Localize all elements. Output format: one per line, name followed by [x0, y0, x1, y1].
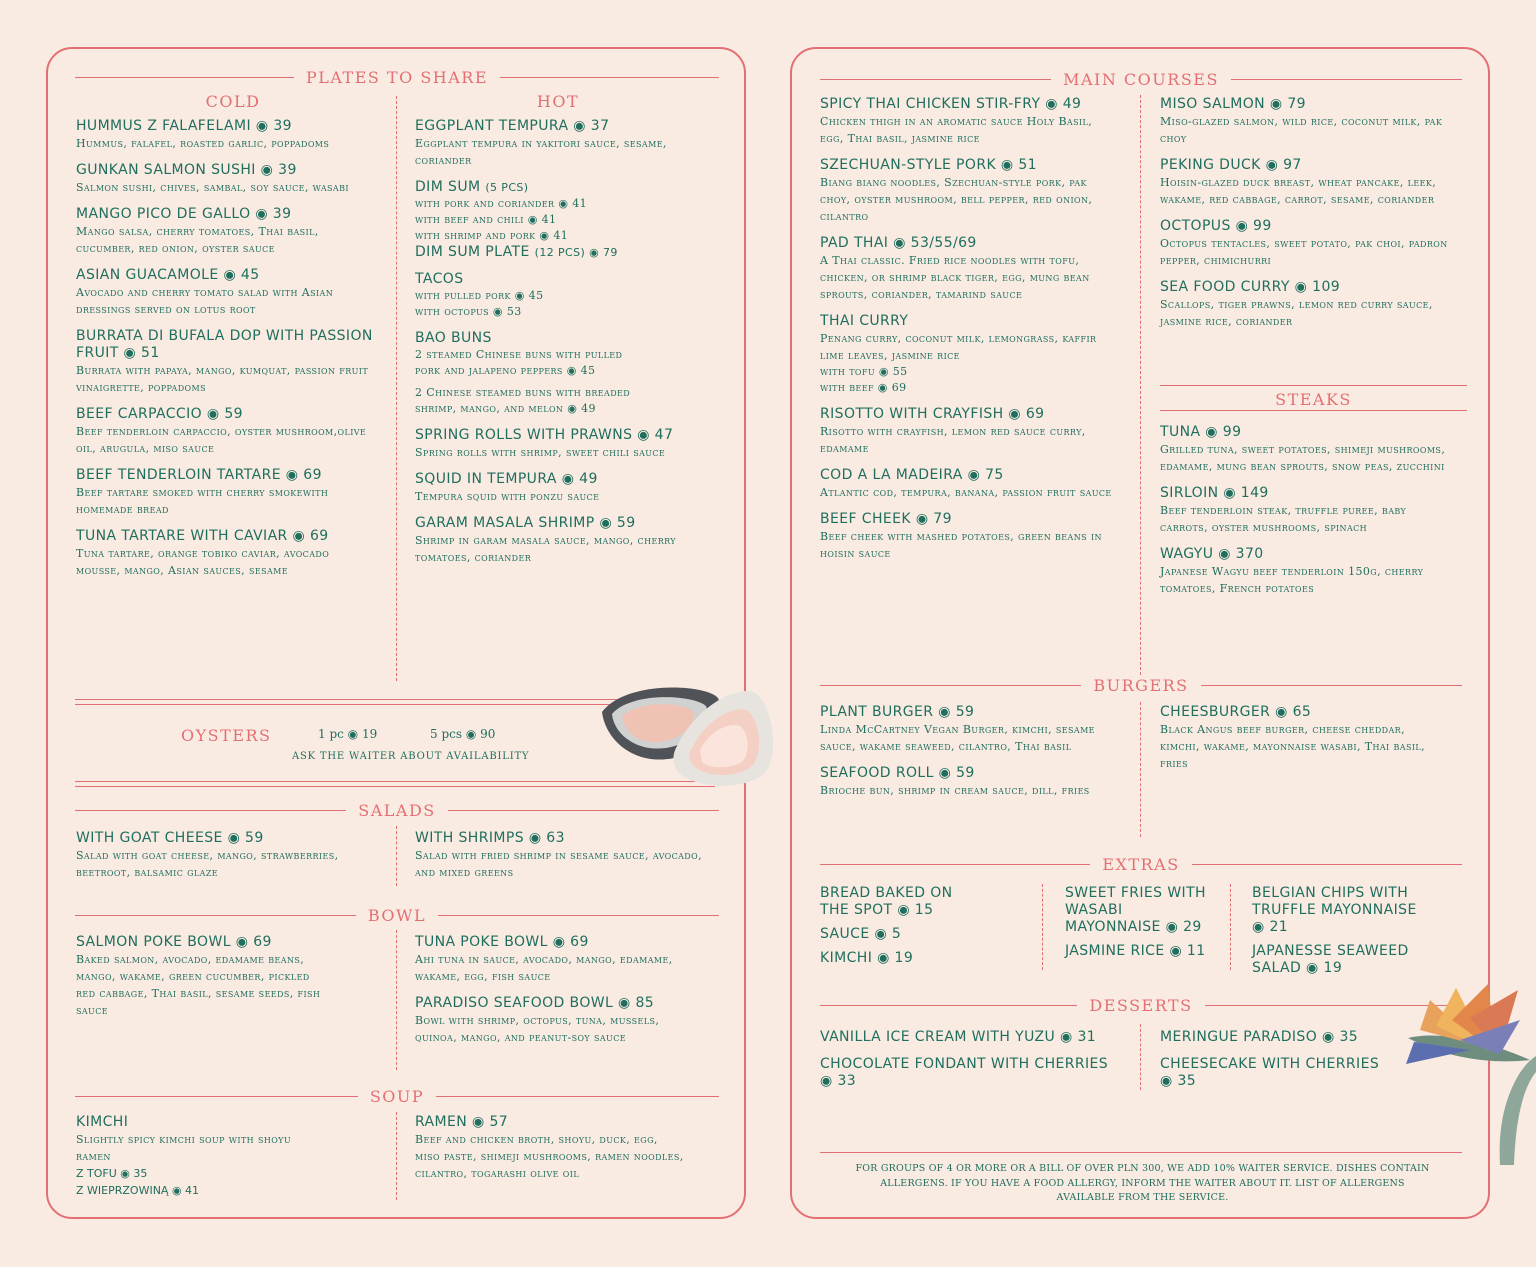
menu-item-dim-sum — [415, 179, 705, 261]
extras-col-3 — [1252, 885, 1422, 984]
item-name: SPICY THAI CHICKEN STIR-FRY ◉ 49 — [820, 96, 1082, 112]
item-name: ASIAN GUACAMOLE ◉ 45 — [76, 267, 260, 283]
item-option: with pork and coriander ◉ 41 — [415, 197, 588, 210]
item-name: SEA FOOD CURRY ◉ 109 — [1160, 279, 1341, 295]
menu-item — [415, 515, 705, 566]
item-name: SALMON POKE BOWL ◉ 69 — [76, 934, 272, 950]
item-pcs: (12 PCS) ◉ 79 — [534, 246, 618, 259]
main-right-list — [1160, 96, 1455, 340]
item-desc: Japanese Wagyu beef tenderloin 150g, cherry tomatoes, French potatoes — [1160, 565, 1424, 595]
column-divider — [1140, 702, 1141, 837]
item-name: SQUID IN TEMPURA ◉ 49 — [415, 471, 598, 487]
item-name: TUNA TARTARE WITH CAVIAR ◉ 69 — [76, 528, 329, 544]
column-divider — [1140, 95, 1141, 675]
item-name: MANGO PICO DE GALLO ◉ 39 — [76, 206, 292, 222]
item-desc: Salad with fried shrimp in sesame sauce, avocado, and mixed greens — [415, 849, 702, 879]
item-desc: Scallops, tiger prawns, lemon red curry sauce, jasmine rice, coriander — [1160, 298, 1433, 328]
item-desc: Ahi tuna in sauce, avocado, mango, edamame, wakame, egg, fish sauce — [415, 953, 673, 983]
menu-item: VANILLA ICE CREAM WITH YUZU ◉ 31 — [820, 1029, 1097, 1045]
item-option: Z TOFU ◉ 35 — [76, 1167, 148, 1180]
item-option: with beef and chili ◉ 41 — [415, 213, 557, 226]
cold-heading: COLD — [205, 92, 261, 111]
item-name: RAMEN ◉ 57 — [415, 1114, 509, 1130]
item-option: with pulled pork ◉ 45 — [415, 289, 544, 302]
column-divider — [396, 1112, 397, 1200]
item-name: PEKING DUCK ◉ 97 — [1160, 157, 1302, 173]
desserts-right-list — [1160, 1029, 1380, 1100]
item-name: SZECHUAN-STYLE PORK ◉ 51 — [820, 157, 1037, 173]
item-option: 2 steamed Chinese buns with pulled pork and jalapeno peppers ◉ 45 — [415, 348, 623, 377]
menu-item — [415, 427, 705, 461]
menu-item: BELGIAN CHIPS WITH TRUFFLE MAYONNAISE ◉ 21 — [1252, 885, 1417, 935]
item-name: WITH GOAT CHEESE ◉ 59 — [76, 830, 264, 846]
item-desc: Linda McCartney Vegan Burger, kimchi, sesame sauce, wakame seaweed, cilantro, Thai basil — [820, 723, 1095, 753]
item-name: WITH SHRIMPS ◉ 63 — [415, 830, 565, 846]
menu-item — [1160, 157, 1455, 208]
item-name: BEEF TENDERLOIN TARTARE ◉ 69 — [76, 467, 322, 483]
menu-item — [820, 704, 1100, 755]
menu-item — [415, 471, 705, 505]
menu-item — [415, 118, 705, 169]
column-divider — [1042, 884, 1043, 970]
menu-item — [76, 528, 376, 579]
menu-item — [1160, 96, 1455, 147]
menu-item — [1160, 485, 1450, 536]
section-bowl — [75, 906, 719, 925]
section-title: BOWL — [367, 906, 427, 925]
column-divider — [396, 96, 397, 681]
item-name: SIRLOIN ◉ 149 — [1160, 485, 1269, 501]
item-desc: Salmon sushi, chives, sambal, soy sauce, wasabi — [76, 181, 349, 194]
item-desc: Grilled tuna, sweet potatoes, shimeji mushrooms, edamame, mung bean sprouts, snow peas, zucchini — [1160, 443, 1446, 473]
menu-item: CHOCOLATE FONDANT WITH CHERRIES ◉ 33 — [820, 1056, 1109, 1089]
item-desc: Avocado and cherry tomato salad with Asian dressings served on lotus root — [76, 286, 334, 316]
item-name: GUNKAN SALMON SUSHI ◉ 39 — [76, 162, 297, 178]
item-option: Z WIEPRZOWINĄ ◉ 41 — [76, 1184, 200, 1197]
menu-item: SAUCE ◉ 5 — [820, 926, 902, 942]
menu-item — [820, 235, 1115, 303]
menu-item — [1160, 546, 1450, 597]
oysters-price-five: 5 pcs ◉ 90 — [430, 727, 496, 741]
hot-list — [415, 118, 705, 576]
section-extras — [820, 855, 1462, 874]
hot-heading: HOT — [536, 92, 580, 111]
desserts-left-list — [820, 1029, 1120, 1100]
item-name: BURRATA DI BUFALA DOP WITH PASSION FRUIT ◉ 51 — [76, 328, 373, 361]
item-desc: Miso-glazed salmon, wild rice, coconut milk, pak choy — [1160, 115, 1443, 145]
menu-item — [415, 995, 675, 1046]
menu-item — [1160, 704, 1440, 772]
item-name: BEEF CHEEK ◉ 79 — [820, 511, 952, 527]
menu-item — [76, 934, 326, 1019]
section-title: SOUP — [369, 1087, 425, 1106]
item-name: TUNA ◉ 99 — [1160, 424, 1242, 440]
item-option: with shrimp and pork ◉ 41 — [415, 229, 569, 242]
item-desc: Beef tartare smoked with cherry smokewith homemade bread — [76, 486, 329, 516]
burgers-right-list — [1160, 704, 1440, 782]
item-option: with tofu ◉ 55 — [820, 365, 908, 378]
item-desc: Burrata with papaya, mango, kumquat, passion fruit vinaigrette, poppadoms — [76, 364, 369, 394]
item-desc: Beef tenderloin steak, truffle puree, baby carrots, oyster mushrooms, spinach — [1160, 504, 1407, 534]
item-desc: Tempura squid with ponzu sauce — [415, 490, 600, 503]
section-title: SALADS — [358, 801, 436, 820]
item-name: WAGYU ◉ 370 — [1160, 546, 1264, 562]
item-name: KIMCHI — [76, 1114, 129, 1130]
item-desc: Tuna tartare, orange tobiko caviar, avocado mousse, mango, Asian sauces, sesame — [76, 547, 330, 577]
steaks-list — [1160, 424, 1450, 607]
item-desc: Biang biang noodles, Szechuan-style pork, pak choy, oyster mushroom, bell pepper, red onion, cilantro — [820, 176, 1093, 223]
footer-divider — [820, 1152, 1462, 1153]
section-title: STEAKS — [1275, 390, 1352, 409]
section-steaks — [1160, 385, 1467, 409]
item-name: TUNA POKE BOWL ◉ 69 — [415, 934, 589, 950]
item-name: HUMMUS Z FALAFELAMI ◉ 39 — [76, 118, 292, 134]
item-desc: Risotto with crayfish, lemon red sauce curry, edamame — [820, 425, 1086, 455]
item-desc: Salad with goat cheese, mango, strawberries, beetroot, balsamic glaze — [76, 849, 339, 879]
bird-of-paradise-flower — [1400, 980, 1536, 1165]
item-desc: Baked salmon, avocado, edamame beans, mango, wakame, green cucumber, pickled red cabbage, Thai basil, sesame seeds, fish sauce — [76, 953, 321, 1017]
item-desc: Beef and chicken broth, shoyu, duck, egg, miso paste, shimeji mushrooms, ramen noodles, cilantro, togarashi olive oil — [415, 1133, 684, 1180]
burgers-left-list — [820, 704, 1100, 809]
menu-item: BREAD BAKED ON THE SPOT ◉ 15 — [820, 885, 953, 918]
item-desc: Bowl with shrimp, octopus, tuna, mussels, quinoa, mango, and peanut-soy sauce — [415, 1014, 660, 1044]
menu-item: MERINGUE PARADISO ◉ 35 — [1160, 1029, 1359, 1045]
item-desc: Octopus tentacles, sweet potato, pak choi, padron pepper, chimichurri — [1160, 237, 1448, 267]
section-burgers — [820, 676, 1462, 695]
item-desc: Mango salsa, cherry tomatoes, Thai basil, cucumber, red onion, oyster sauce — [76, 225, 319, 255]
section-title: PLATES TO SHARE — [305, 68, 489, 87]
menu-item — [820, 765, 1100, 799]
menu-item — [820, 511, 1115, 562]
section-plates-to-share — [75, 68, 719, 87]
item-desc: Hummus, falafel, roasted garlic, poppadoms — [76, 137, 330, 150]
section-main-courses — [820, 70, 1462, 89]
item-desc: Black Angus beef burger, cheese cheddar, kimchi, wakame, mayonnaise wasabi, Thai basil, fries — [1160, 723, 1426, 770]
section-title: MAIN COURSES — [1063, 70, 1219, 89]
column-divider — [396, 826, 397, 886]
item-name: THAI CURRY — [820, 313, 909, 329]
item-name: PARADISO SEAFOOD BOWL ◉ 85 — [415, 995, 655, 1011]
item-name: MISO SALMON ◉ 79 — [1160, 96, 1306, 112]
menu-item — [76, 162, 376, 196]
item-desc: Penang curry, coconut milk, lemongrass, kaffir lime leaves, jasmine rice — [820, 332, 1097, 362]
salad-item-right — [415, 830, 705, 881]
menu-item — [76, 328, 376, 396]
item-desc: Spring rolls with shrimp, sweet chili sauce — [415, 446, 666, 459]
menu-item — [820, 96, 1115, 147]
section-salads — [75, 801, 719, 820]
menu-item: CHEESECAKE WITH CHERRIES ◉ 35 — [1160, 1056, 1380, 1089]
bowl-left-list — [76, 934, 326, 1029]
item-desc: Hoisin-glazed duck breast, wheat pancake, leek, wakame, red cabbage, carrot, sesame, coriander — [1160, 176, 1437, 206]
section-title: BURGERS — [1093, 676, 1189, 695]
menu-item — [76, 206, 376, 257]
menu-item — [1160, 424, 1450, 475]
oyster-illustration — [596, 684, 781, 799]
oysters-price-one: 1 pc ◉ 19 — [318, 727, 378, 741]
item-desc: A Thai classic. Fried rice noodles with tofu, chicken, or shrimp black tiger, egg, mung bean sprouts, coriander, tamarind sauce — [820, 254, 1090, 301]
section-title: EXTRAS — [1102, 855, 1180, 874]
column-divider — [396, 930, 397, 1070]
soup-ramen — [415, 1114, 685, 1182]
menu-item — [76, 406, 376, 457]
column-divider — [1230, 884, 1231, 970]
item-desc: Beef cheek with mashed potatoes, green beans in hoisin sauce — [820, 530, 1102, 560]
oysters-note: ASK THE WAITER ABOUT AVAILABILITY — [292, 751, 530, 762]
menu-item: SWEET FRIES WITH WASABI MAYONNAISE ◉ 29 — [1065, 885, 1206, 935]
item-desc: Slightly spicy kimchi soup with shoyu ramen — [76, 1133, 291, 1163]
column-divider — [1140, 1024, 1141, 1090]
menu-item — [76, 267, 376, 318]
item-name: SPRING ROLLS WITH PRAWNS ◉ 47 — [415, 427, 674, 443]
main-left-list — [820, 96, 1115, 572]
item-name: BAO BUNS — [415, 330, 492, 346]
menu-item: KIMCHI ◉ 19 — [820, 950, 914, 966]
menu-item-bao — [415, 330, 705, 417]
item-desc: Chicken thigh in an aromatic sauce Holy Basil, egg, Thai basil, jasmine rice — [820, 115, 1093, 145]
item-option: with beef ◉ 69 — [820, 381, 907, 394]
section-title: DESSERTS — [1089, 996, 1193, 1015]
item-desc: Eggplant tempura in yakitori sauce, sesame, coriander — [415, 137, 667, 167]
item-option: 2 Chinese steamed buns with breaded shrimp, mango, and melon ◉ 49 — [415, 386, 631, 415]
item-name: EGGPLANT TEMPURA ◉ 37 — [415, 118, 610, 134]
menu-item-tacos — [415, 271, 705, 320]
item-desc: Atlantic cod, tempura, banana, passion fruit sauce — [820, 486, 1112, 499]
item-name: CHEESBURGER ◉ 65 — [1160, 704, 1312, 720]
item-pcs: (5 PCS) — [485, 181, 529, 194]
menu-item — [415, 934, 675, 985]
cold-list — [76, 118, 376, 589]
extras-col-1 — [820, 885, 970, 974]
item-name: RISOTTO WITH CRAYFISH ◉ 69 — [820, 406, 1045, 422]
item-name: DIM SUM PLATE — [415, 244, 530, 260]
menu-item — [1160, 218, 1455, 269]
section-soup — [75, 1087, 719, 1106]
menu-item-thai-curry — [820, 313, 1115, 396]
menu-item — [76, 467, 376, 518]
salad-item-left — [76, 830, 376, 881]
item-option: with octopus ◉ 53 — [415, 305, 522, 318]
item-name: GARAM MASALA SHRIMP ◉ 59 — [415, 515, 636, 531]
item-name: PLANT BURGER ◉ 59 — [820, 704, 975, 720]
menu-item — [820, 157, 1115, 225]
item-desc: Brioche bun, shrimp in cream sauce, dill, fries — [820, 784, 1090, 797]
menu-item — [820, 406, 1115, 457]
divider — [1160, 410, 1467, 411]
item-name: TACOS — [415, 271, 464, 287]
bowl-right-list — [415, 934, 675, 1056]
item-name: OCTOPUS ◉ 99 — [1160, 218, 1272, 234]
footer-note: FOR GROUPS OF 4 OR MORE OR A BILL OF OVER PLN 300, WE ADD 10% WAITER SERVICE. DISHES CONTAIN ALLERGENS. IF YOU HAVE A FOOD ALLERGY, INFORM THE WAITER ABOUT IT. LIST OF ALLERGENS AVAILABLE FROM THE SERVICE. — [855, 1163, 1430, 1203]
item-desc: Beef tenderloin carpaccio, oyster mushroom,olive oil, arugula, miso sauce — [76, 425, 367, 455]
menu-item — [1160, 279, 1455, 330]
section-desserts — [820, 996, 1462, 1015]
item-name: SEAFOOD ROLL ◉ 59 — [820, 765, 975, 781]
item-desc: Shrimp in garam masala sauce, mango, cherry tomatoes, coriander — [415, 534, 676, 564]
oysters-title: OYSTERS — [181, 726, 272, 745]
menu-item: JASMINE RICE ◉ 11 — [1065, 943, 1206, 959]
item-name: DIM SUM — [415, 179, 481, 195]
menu-item — [76, 118, 376, 152]
item-name: PAD THAI ◉ 53/55/69 — [820, 235, 977, 251]
soup-kimchi — [76, 1114, 316, 1199]
extras-col-2 — [1065, 885, 1215, 967]
menu-item: JAPANESSE SEAWEED SALAD ◉ 19 — [1252, 943, 1409, 976]
item-name: COD A LA MADEIRA ◉ 75 — [820, 467, 1004, 483]
menu-item — [820, 467, 1115, 501]
item-name: BEEF CARPACCIO ◉ 59 — [76, 406, 243, 422]
